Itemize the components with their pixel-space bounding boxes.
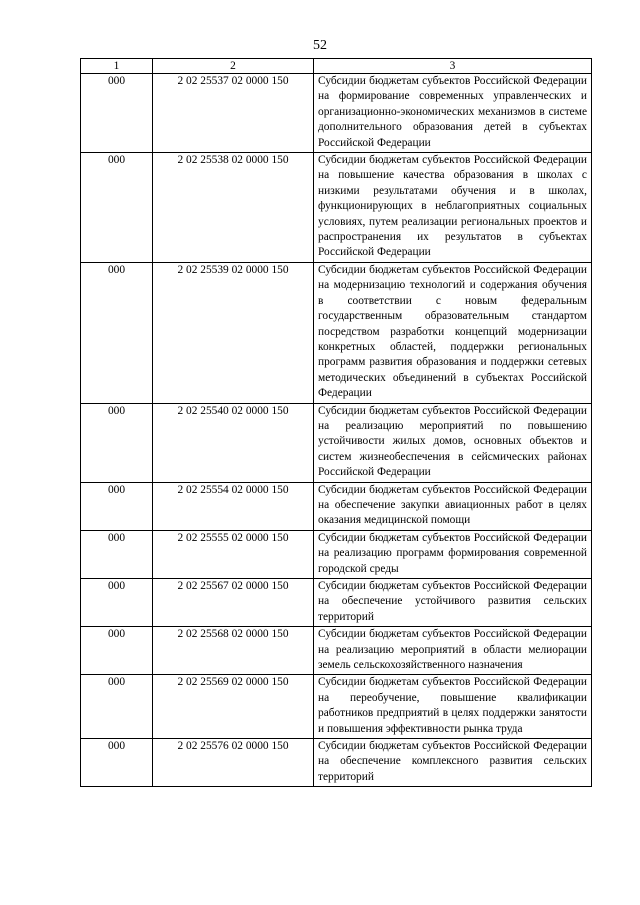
table-row (81, 403, 592, 482)
budget-classification-table (80, 58, 592, 787)
table-row (81, 627, 592, 675)
admin-code-cell: 000 (81, 262, 153, 403)
table-row (81, 675, 592, 739)
budget-code-cell: 2 02 25537 02 0000 150 (153, 74, 314, 153)
admin-code-cell: 000 (81, 403, 153, 482)
column-header-1: 1 (81, 59, 153, 74)
budget-code-cell: 2 02 25569 02 0000 150 (153, 675, 314, 739)
description-cell: Субсидии бюджетам субъектов Российской Федерации на реализацию мероприятий по повышению устойчивости жилых домов, основных объектов и систем жизнеобеспечения в сейсмических районах Российской Федерации (314, 403, 592, 482)
column-header-2: 2 (153, 59, 314, 74)
description-cell: Субсидии бюджетам субъектов Российской Федерации на повышение качества образования в школах с низкими результатами обучения и в школах, функционирующих в неблагоприятных социальных условиях, путем реализации региональных проектов и распространения их результатов в субъектах Российской Федерации (314, 153, 592, 263)
admin-code-cell: 000 (81, 153, 153, 263)
admin-code-cell: 000 (81, 627, 153, 675)
table-row (81, 482, 592, 530)
admin-code-cell: 000 (81, 739, 153, 787)
description-cell: Субсидии бюджетам субъектов Российской Федерации на формирование современных управленческих и организационно-экономических механизмов в системе дополнительного образования детей в субъектах Российской Федерации (314, 74, 592, 153)
budget-code-cell: 2 02 25567 02 0000 150 (153, 579, 314, 627)
budget-code-cell: 2 02 25555 02 0000 150 (153, 530, 314, 578)
admin-code-cell: 000 (81, 675, 153, 739)
admin-code-cell: 000 (81, 579, 153, 627)
table-row (81, 579, 592, 627)
table-header-row (81, 59, 592, 74)
budget-code-cell: 2 02 25540 02 0000 150 (153, 403, 314, 482)
description-cell: Субсидии бюджетам субъектов Российской Федерации на модернизацию технологий и содержания обучения в соответствии с новым федеральным государственным образовательным стандартом посредством разработки концепций модернизации конкретных областей, поддержки региональных программ развития образования и поддержки сетевых методических объединений в субъектах Российской Федерации (314, 262, 592, 403)
budget-code-cell: 2 02 25576 02 0000 150 (153, 739, 314, 787)
table-row (81, 153, 592, 263)
column-header-3: 3 (314, 59, 592, 74)
budget-code-cell: 2 02 25539 02 0000 150 (153, 262, 314, 403)
page-number: 52 (313, 38, 327, 53)
description-cell: Субсидии бюджетам субъектов Российской Федерации на реализацию программ формирования современной городской среды (314, 530, 592, 578)
table-row (81, 262, 592, 403)
description-cell: Субсидии бюджетам субъектов Российской Федерации на обеспечение комплексного развития сельских территорий (314, 739, 592, 787)
admin-code-cell: 000 (81, 482, 153, 530)
description-cell: Субсидии бюджетам субъектов Российской Федерации на обеспечение закупки авиационных работ в целях оказания медицинской помощи (314, 482, 592, 530)
table-row (81, 74, 592, 153)
description-cell: Субсидии бюджетам субъектов Российской Федерации на обеспечение устойчивого развития сельских территорий (314, 579, 592, 627)
admin-code-cell: 000 (81, 74, 153, 153)
description-cell: Субсидии бюджетам субъектов Российской Федерации на переобучение, повышение квалификации работников предприятий в целях поддержки занятости и повышения эффективности рынка труда (314, 675, 592, 739)
description-cell: Субсидии бюджетам субъектов Российской Федерации на реализацию мероприятий в области мелиорации земель сельскохозяйственного назначения (314, 627, 592, 675)
budget-code-cell: 2 02 25538 02 0000 150 (153, 153, 314, 263)
admin-code-cell: 000 (81, 530, 153, 578)
table-row (81, 739, 592, 787)
budget-code-cell: 2 02 25554 02 0000 150 (153, 482, 314, 530)
budget-code-cell: 2 02 25568 02 0000 150 (153, 627, 314, 675)
table-row (81, 530, 592, 578)
